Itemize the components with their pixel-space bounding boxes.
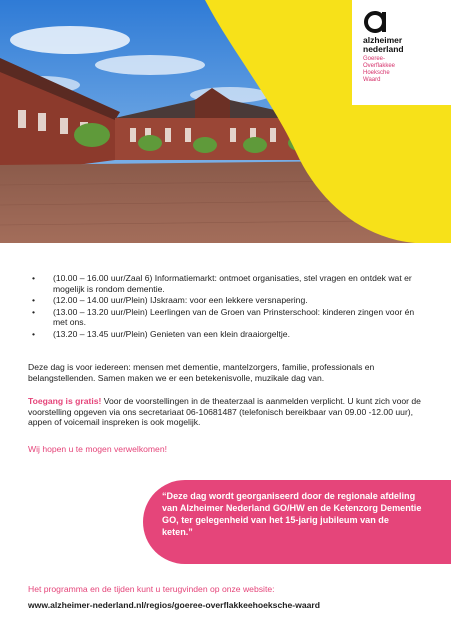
free-access-paragraph [28, 396, 426, 428]
region-line1: Goeree- [363, 56, 386, 62]
logo-name [363, 36, 423, 54]
program-item: • (13.20 – 13.45 uur/Plein) Genieten van een klein draaiorgeltje. [28, 329, 423, 340]
quote-text: “Deze dag wordt georganiseerd door de regionale afdeling van Alzheimer Nederland GO/HW en de Ketenzorg Dementie GO, ter gelegenheid van het 15-jarig jubileum van de keten.” [162, 491, 422, 537]
program-item: • (13.00 – 13.20 uur/Plein) Leerlingen van de Groen van Prinsterschool: kinderen zingen voor én met ons. [28, 307, 423, 328]
alzheimer-nederland-logo [363, 8, 423, 84]
free-access-label: Toegang is gratis! [28, 396, 102, 406]
program-item: • (12.00 – 14.00 uur/Plein) IJskraam: voor een lekkere versnapering. [28, 295, 423, 306]
logo-name-line1: alzheimer [363, 35, 403, 45]
program-list [28, 273, 423, 341]
welcome-text: Wij hopen u te mogen verwelkomen! [28, 444, 168, 454]
website-link[interactable]: www.alzheimer-nederland.nl/regios/goeree-overflakkeehoeksche-waard [28, 600, 320, 610]
region-line3: Hoeksche [363, 70, 390, 76]
logo-region [363, 56, 423, 84]
region-line2: Overflakkee [363, 63, 396, 69]
audience-paragraph: Deze dag is voor iedereen: mensen met dementie, mantelzorgers, familie, professionals en belangstellenden. Samen maken we er een betekenisvolle, muzikale dag van. [28, 362, 375, 383]
logo-name-line2: nederland [363, 44, 404, 54]
website-label: Het programma en de tijden kunt u terugvinden op onze website: [28, 584, 275, 594]
program-item: • (10.00 – 16.00 uur/Zaal 6) Informatiemarkt: ontmoet organisaties, stel vragen en ontdek wat er mogelijk is rondom dementie. [28, 273, 423, 294]
free-access-text: Voor de voorstellingen in de theaterzaal is aanmelden verplicht. U kunt zich voor de voorstelling opgeven via ons secretariaat 06-10681487 (telefonisch bereikbaar van 09.00 -12.00 uur), appen of voicemail inspreken is ook mogelijk. [28, 396, 421, 428]
region-line4: Waard [363, 77, 381, 83]
letter-a-logo-icon [363, 8, 389, 34]
